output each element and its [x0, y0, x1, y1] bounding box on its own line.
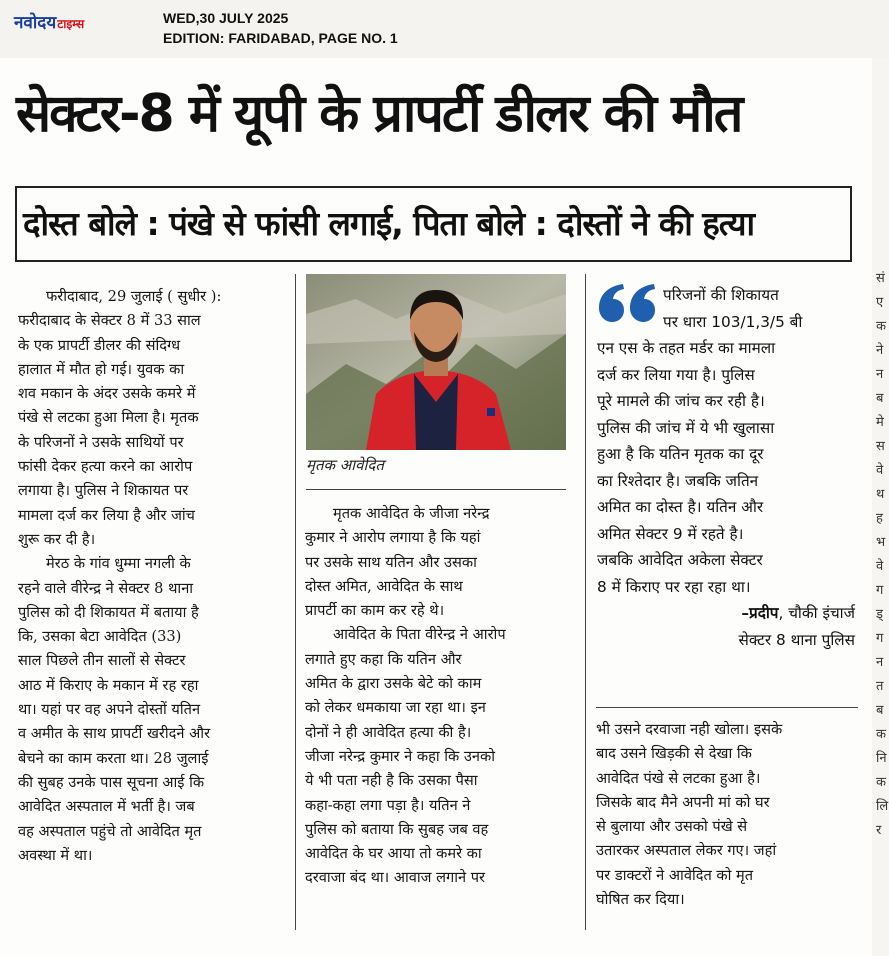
article-column-1 [18, 285, 285, 868]
article-text-line: मेरठ के गांव धुम्मा नगली के [46, 555, 191, 573]
article-text-line: जिसके बाद मैने अपनी मां को घर [596, 793, 770, 811]
adjacent-column-strip [872, 58, 889, 956]
quote-text-line: हुआ है कि यतिन मृतक का दूर [597, 445, 764, 463]
quote-attribution-name: –प्रदीप [741, 604, 779, 622]
adjacent-column-fragment: ब [876, 703, 884, 718]
adjacent-column-fragment: स [876, 439, 885, 454]
article-text-line: था। यहां पर वह अपने दोस्तों यतिन [18, 701, 201, 719]
article-text-line: फरीदाबाद, 29 जुलाई ( सुधीर ): [46, 288, 222, 305]
quote-text-line: का रिश्तेदार है। जबकि जतिन [597, 471, 759, 490]
quote-text-line: अमित सेक्टर 9 में रहते है। [597, 524, 744, 543]
article-text-line: पुलिस को दी शिकायत में बताया है [18, 603, 199, 621]
adjacent-column-fragment: न [876, 655, 884, 670]
column-divider [295, 274, 296, 930]
article-text-line: लगाया है। पुलिस ने शिकायत पर [18, 482, 189, 500]
adjacent-column-fragment: ग [876, 631, 884, 646]
quote-text-line: 8 में किराए पर रहा रहा था। [597, 577, 751, 596]
article-text-line: मामला दर्ज कर लिया है और जांच [18, 506, 195, 524]
article-text-line: आवेदित अस्पताल में भर्ती है। जब [18, 798, 195, 816]
adjacent-column-fragment: त [876, 679, 884, 694]
adjacent-column-fragment: क [876, 727, 886, 742]
article-text-line: कहा-कहा लगा पड़ा है। यतिन ने [305, 796, 471, 814]
article-text-line: शुरू कर दी है। [18, 530, 96, 548]
adjacent-column-fragment: वे [876, 463, 884, 478]
article-text-line: आवेदित के घर आया तो कमरे का [305, 845, 482, 863]
adjacent-column-fragment: ड् [876, 607, 883, 622]
article-text-line: की सुबह उनके पास सूचना आई कि [18, 773, 205, 791]
edition-date: WED,30 JULY 2025 [163, 10, 289, 26]
article-text-line: प्रापर्टी का काम कर रहे थे। [305, 602, 445, 620]
adjacent-column-fragment: लि [876, 799, 889, 814]
quote-attribution-role: , चौकी इंचार्ज [778, 604, 855, 622]
article-text-line: ये भी पता नही है कि उसका पैसा [305, 772, 478, 790]
column-divider [585, 274, 586, 930]
article-text-line: के एक प्रापर्टी डीलर की संदिग्ध [18, 336, 181, 354]
adjacent-column-fragment: क [876, 319, 886, 334]
article-text-line: कि, उसका बेटा आवेदित (33) [18, 628, 182, 646]
article-text-line: दोस्त अमित, आवेदित के साथ [305, 577, 463, 595]
article-text-line: जीजा नरेन्द्र कुमार ने कहा कि उनको [305, 747, 495, 765]
article-text-line: व अमीत के साथ प्रापर्टी खरीदने और [18, 725, 211, 743]
article-text-line: फरीदाबाद के सेक्टर 8 में 33 साल [18, 312, 201, 330]
quote-text-line: अमित का दोस्त है। यतिन और [597, 498, 764, 516]
article-text-line: को लेकर धमकाया जा रहा था। इन [305, 699, 486, 717]
logo-main-text: नवोदय [14, 13, 57, 33]
article-text-line: भी उसने दरवाजा नही खोला। इसके [596, 721, 783, 738]
article-text-line: पर डाक्टरों ने आवेदित को मृत [596, 866, 754, 884]
quote-text-line: परिजनों की शिकायत [663, 286, 779, 304]
article-text-line: से बुलाया और उसको पंखे से [596, 818, 748, 836]
article-text-line: आवेदित के पिता वीरेन्द्र ने आरोप [333, 626, 506, 644]
adjacent-column-fragment: ग [876, 583, 884, 598]
edition-page: EDITION: FARIDABAD, PAGE NO. 1 [163, 30, 398, 46]
article-text-line: बेचने का काम करता था। 28 जुलाई [18, 749, 209, 767]
adjacent-column-fragment: मे [876, 415, 884, 430]
quote-divider [596, 707, 858, 708]
article-text-line: रहने वाले वीरेन्द्र ने सेक्टर 8 थाना [18, 579, 194, 597]
article-text-line: पंखे से लटका हुआ मिला है। मृतक [18, 409, 199, 427]
quote-text-line: पुलिस की जांच में ये भी खुलासा [597, 418, 775, 437]
article-text-line: अवस्था में था। [18, 846, 93, 864]
article-text-line: कुमार ने आरोप लगाया है कि यहां [305, 529, 481, 547]
article-text-line: दोनों ने ही आवेदित हत्या की है। [305, 723, 472, 741]
edition-info [163, 8, 398, 48]
quote-text-line: दर्ज कर लिया गया है। पुलिस [597, 365, 755, 384]
article-text-line: मृतक आवेदित के जीजा नरेन्द्र [333, 505, 490, 522]
photo-caption: मृतक आवेदित [306, 456, 384, 474]
subheadline: दोस्त बोले : पंखे से फांसी लगाई, पिता बोले : दोस्तों ने की हत्या [23, 204, 755, 243]
article-text-line: वह अस्पताल पहुंचे तो आवेदित मृत [18, 822, 202, 840]
article-column-3 [596, 718, 854, 912]
article-text-line: उतारकर अस्पताल लेकर गए। जहां [596, 842, 777, 860]
adjacent-column-fragment: वे [876, 559, 884, 574]
police-quote [597, 282, 855, 653]
victim-photo [306, 274, 566, 450]
article-text-line: दरवाजा बंद था। आवाज लगाने पर [305, 869, 486, 887]
adjacent-column-fragment: क [876, 775, 886, 790]
article-text-line: आठ में किराए के मकान में रह रहा [18, 676, 199, 694]
headline: सेक्टर-8 में यूपी के प्रापर्टी डीलर की मौत [16, 84, 742, 144]
article-text-line: लगाते हुए कहा कि यतिन और [305, 650, 462, 668]
article-text-line: शव मकान के अंदर उसके कमरे में [18, 385, 196, 403]
adjacent-column-fragment: भ [876, 535, 886, 550]
quote-text-line: पर धारा 103/1,3/5 बी [663, 312, 803, 331]
quote-text-line: पूरे मामले की जांच कर रही है। [597, 392, 765, 410]
adjacent-column-fragment: ने [876, 343, 884, 358]
article-text-line: बाद उसने खिड़की से देखा कि [596, 745, 752, 763]
article-text-line: फांसी देकर हत्या करने का आरोप [18, 458, 193, 476]
quote-text-line: एन एस के तहत मर्डर का मामला [597, 339, 776, 357]
adjacent-column-fragment: ह [876, 511, 883, 526]
adjacent-column-fragment: सं [876, 271, 885, 286]
quote-attribution [597, 600, 855, 627]
adjacent-column-fragment: ब [876, 391, 884, 406]
adjacent-column-fragment: न [876, 367, 884, 382]
article-text-line: घोषित कर दिया। [596, 891, 685, 909]
article-text-line: पुलिस को बताया कि सुबह जब वह [305, 820, 489, 838]
subheadline-box [15, 186, 852, 262]
adjacent-column-fragment: ए [876, 295, 884, 310]
adjacent-column-fragment: थ [876, 487, 885, 502]
masthead-bar [0, 0, 889, 58]
adjacent-column-fragment: नि [876, 751, 887, 766]
victim-photo-image [306, 274, 566, 450]
photo-divider [306, 489, 566, 490]
article-text-line: आवेदित पंखे से लटका हुआ है। [596, 769, 761, 787]
quote-text-line: जबकि आवेदित अकेला सेक्टर [597, 551, 763, 569]
adjacent-column-fragment: र [876, 823, 882, 838]
article-text-line: अमित के द्वारा उसके बेटे को काम [305, 675, 482, 693]
newspaper-logo[interactable] [14, 10, 84, 33]
article-column-2 [305, 502, 567, 891]
logo-sub-text: टाइम्स [57, 17, 85, 31]
article-text-line: पर उसके साथ यतिन और उसका [305, 553, 477, 571]
article-text-line: हालात में मौत हो गई। युवक का [18, 360, 185, 378]
article-text-line: साल पिछले तीन सालों से सेक्टर [18, 652, 186, 670]
article-text-line: के परिजनों ने उसके साथियों पर [18, 433, 184, 451]
quote-attribution-station: सेक्टर 8 थाना पुलिस [738, 630, 855, 649]
